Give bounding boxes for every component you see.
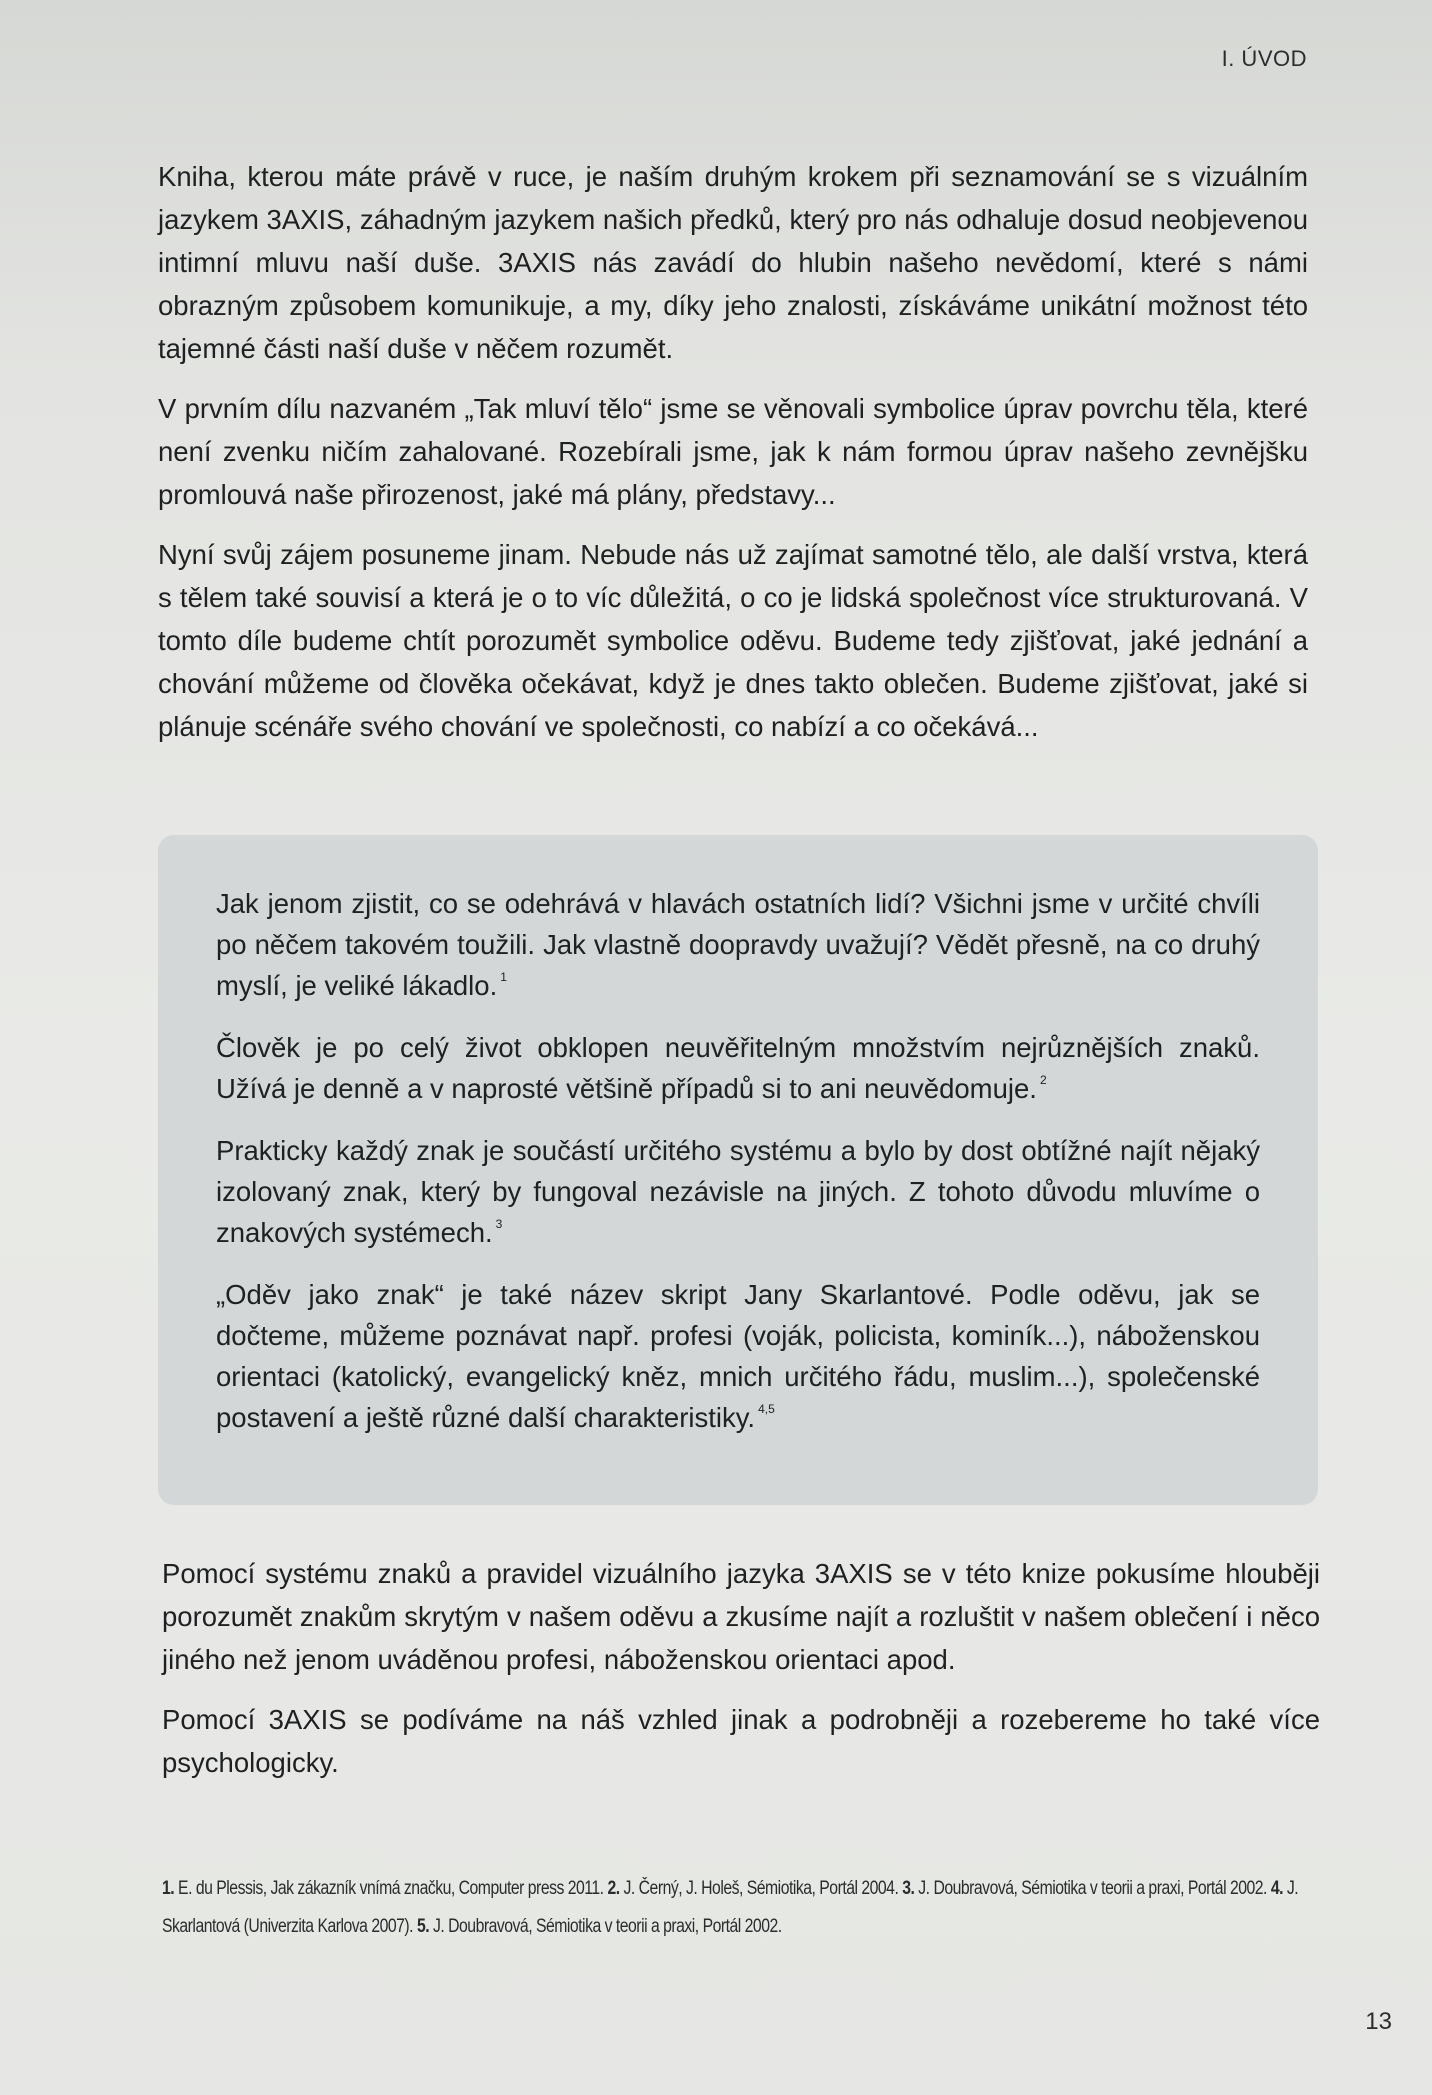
- outro-section: [162, 1552, 1320, 1801]
- footnote-number: 2.: [607, 1878, 620, 1899]
- footnote-text: J. Doubravová, Sémiotika v teorii a praxi, Portál 2002.: [432, 1916, 782, 1937]
- footnote-text: J. Doubravová, Sémiotika v teorii a praxi, Portál 2002.: [918, 1878, 1267, 1899]
- footnote-text: E. du Plessis, Jak zákazník vnímá značku, Computer press 2011.: [178, 1878, 604, 1899]
- footnote-number: 4.: [1270, 1878, 1284, 1899]
- box-paragraph: [216, 1027, 1260, 1109]
- footnote-text: J. Černý, J. Holeš, Sémiotika, Portál 2004.: [623, 1878, 899, 1899]
- intro-section: [158, 155, 1308, 765]
- intro-paragraph: Kniha, kterou máte právě v ruce, je naším druhým krokem při seznamování se s vizuálním jazykem 3AXIS, záhadným jazykem našich předků, který pro nás odhaluje dosud neobjevenou intimní mluvu naší duše. 3AXIS nás zavádí do hlubin našeho nevědomí, které s námi obrazným způsobem komunikuje, a my, díky jeho znalosti, získáváme unikátní možnost této tajemné části naší duše v něčem rozumět.: [158, 161, 1308, 364]
- footnote-ref: 4,5: [758, 1402, 775, 1416]
- outro-paragraph: Pomocí systému znaků a pravidel vizuálního jazyka 3AXIS se v této knize pokusíme hlouběji porozumět znakům skrytým v našem oděvu a zkusíme najít a rozluštit v našem oblečení i něco jiného než jenom uváděnou profesi, náboženskou orientaci apod.: [162, 1558, 1320, 1675]
- footnotes: [162, 1870, 1341, 1946]
- footnote-number: 3.: [902, 1878, 915, 1899]
- footnote-ref: 2: [1039, 1073, 1047, 1087]
- footnote-ref: 3: [495, 1217, 503, 1231]
- box-paragraph-text: Jak jenom zjistit, co se odehrává v hlavách ostatních lidí? Všichni jsme v určité chvíli po něčem takovém toužili. Jak vlastně doopravdy uvažují? Vědět přesně, na co druhý myslí, je veliké lákadlo.: [216, 888, 1260, 1001]
- box-paragraph-text: „Oděv jako znak“ je také název skript Jany Skarlantové. Podle oděvu, jak se dočteme, můžeme poznávat např. profesi (voják, policista, kominík...), náboženskou orientaci (katolický, evangelický kněz, mnich určitého řádu, muslim...), společenské postavení a ještě různé další charakteristiky.: [216, 1279, 1260, 1433]
- box-paragraph: [216, 1130, 1260, 1253]
- intro-paragraph: Nyní svůj zájem posuneme jinam. Nebude nás už zajímat samotné tělo, ale další vrstva, která s tělem také souvisí a která je o to víc důležitá, o co je lidská společnost více strukturovaná. V tomto díle budeme chtít porozumět symbolice oděvu. Budeme tedy zjišťovat, jaké jednání a chování můžeme od člověka očekávat, když je dnes takto oblečen. Budeme zjišťovat, jaké si plánuje scénáře svého chování ve společnosti, co nabízí a co očekává...: [158, 539, 1308, 742]
- intro-paragraph: V prvním dílu nazvaném „Tak mluví tělo“ jsme se věnovali symbolice úprav povrchu těla, které není zvenku ničím zahalované. Rozebírali jsme, jak k nám formou úprav našeho zevnějšku promlouvá naše přirozenost, jaké má plány, představy...: [158, 393, 1308, 510]
- box-paragraph-text: Prakticky každý znak je součástí určitého systému a bylo by dost obtížné najít nějaký izolovaný znak, který by fungoval nezávisle na jiných. Z tohoto důvodu mluvíme o znakových systémech.: [216, 1135, 1260, 1248]
- box-paragraph: [216, 1274, 1260, 1438]
- box-paragraph-text: Člověk je po celý život obklopen neuvěřitelným množstvím nejrůznějších znaků. Užívá je denně a v naprosté většině případů si to ani neuvědomuje.: [216, 1032, 1260, 1104]
- box-paragraph: [216, 883, 1260, 1006]
- quote-box: [158, 835, 1318, 1505]
- running-head: I. ÚVOD: [1221, 46, 1307, 71]
- footnote-ref: 1: [500, 970, 507, 984]
- footnote-number: 1.: [162, 1878, 175, 1899]
- footnote-text: J. Skarlantová (Univerzita Karlova 2007).: [162, 1878, 1299, 1937]
- footnote-number: 5.: [416, 1916, 430, 1937]
- page-number: 13: [1365, 2008, 1392, 2035]
- outro-paragraph: Pomocí 3AXIS se podíváme na náš vzhled jinak a podrobněji a rozebereme ho také více psychologicky.: [162, 1704, 1320, 1778]
